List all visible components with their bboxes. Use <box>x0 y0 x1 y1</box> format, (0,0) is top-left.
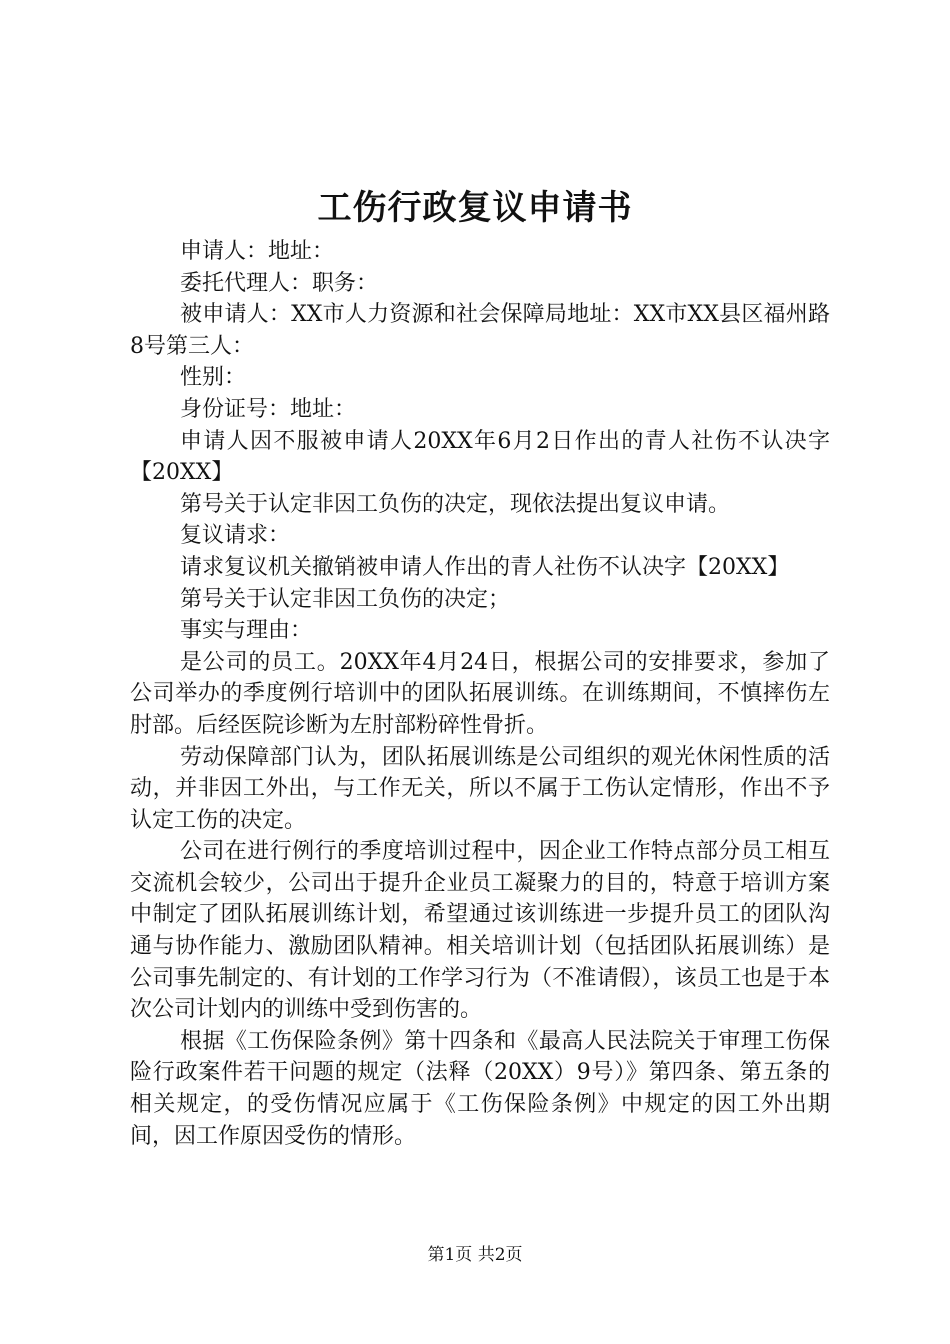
paragraph-agent: 委托代理人：职务： <box>180 270 379 296</box>
document-body <box>130 236 830 1152</box>
paragraph-request-ref: 第号关于认定非因工负伤的决定； <box>180 586 511 612</box>
paragraph-applicant: 申请人：地址： <box>180 239 335 264</box>
paragraph-facts-4: 根据《工伤保险条例》第十四条和《最高人民法院关于审理工伤保险行政案件若干问题的规定（法释（20XX）9号）》第四条、第五条的相关规定，的受伤情况应属于《工伤保险条例》中规定的因工外出期间，因工作原因受伤的情形。 <box>130 1028 830 1149</box>
paragraph-decision-ref: 第号关于认定非因工负伤的决定，现依法提出复议申请。 <box>180 491 731 517</box>
paragraph-respondent: 被申请人：XX市人力资源和社会保障局地址：XX市XX县区福州路8号第三人： <box>130 302 830 359</box>
paragraph-facts-heading: 事实与理由： <box>180 618 313 644</box>
paragraph-gender: 性别： <box>180 365 247 391</box>
page-number-footer: 第1页 共2页 <box>427 1245 523 1265</box>
paragraph-id-number: 身份证号：地址： <box>180 396 357 422</box>
paragraph-facts-2: 劳动保障部门认为，团队拓展训练是公司组织的观光休闲性质的活动，并非因工外出，与工作无关，所以不属于工伤认定情形，作出不予认定工伤的决定。 <box>130 744 830 833</box>
paragraph-facts-1: 是公司的员工。20XX年4月24日，根据公司的安排要求，参加了公司举办的季度例行培训中的团队拓展训练。在训练期间，不慎摔伤左肘部。后经医院诊断为左肘部粉碎性骨折。 <box>130 649 830 738</box>
paragraph-request-heading: 复议请求： <box>180 523 291 549</box>
paragraph-reason-intro: 申请人因不服被申请人20XX年6月2日作出的青人社伤不认决字【20XX】 <box>130 428 830 486</box>
document-title: 工伤行政复议申请书 <box>317 188 633 228</box>
paragraph-request: 请求复议机关撤销被申请人作出的青人社伤不认决字【20XX】 <box>180 554 790 580</box>
paragraph-facts-3: 公司在进行例行的季度培训过程中，因企业工作特点部分员工相互交流机会较少，公司出于提升企业员工凝聚力的目的，特意于培训方案中制定了团队拓展训练计划，希望通过该训练进一步提升员工的团队沟通与协作能力、激励团队精神。相关培训计划（包括团队拓展训练）是公司事先制定的、有计划的工作学习行为（不准请假），该员工也是于本次公司计划内的训练中受到伤害的。 <box>130 839 830 1023</box>
